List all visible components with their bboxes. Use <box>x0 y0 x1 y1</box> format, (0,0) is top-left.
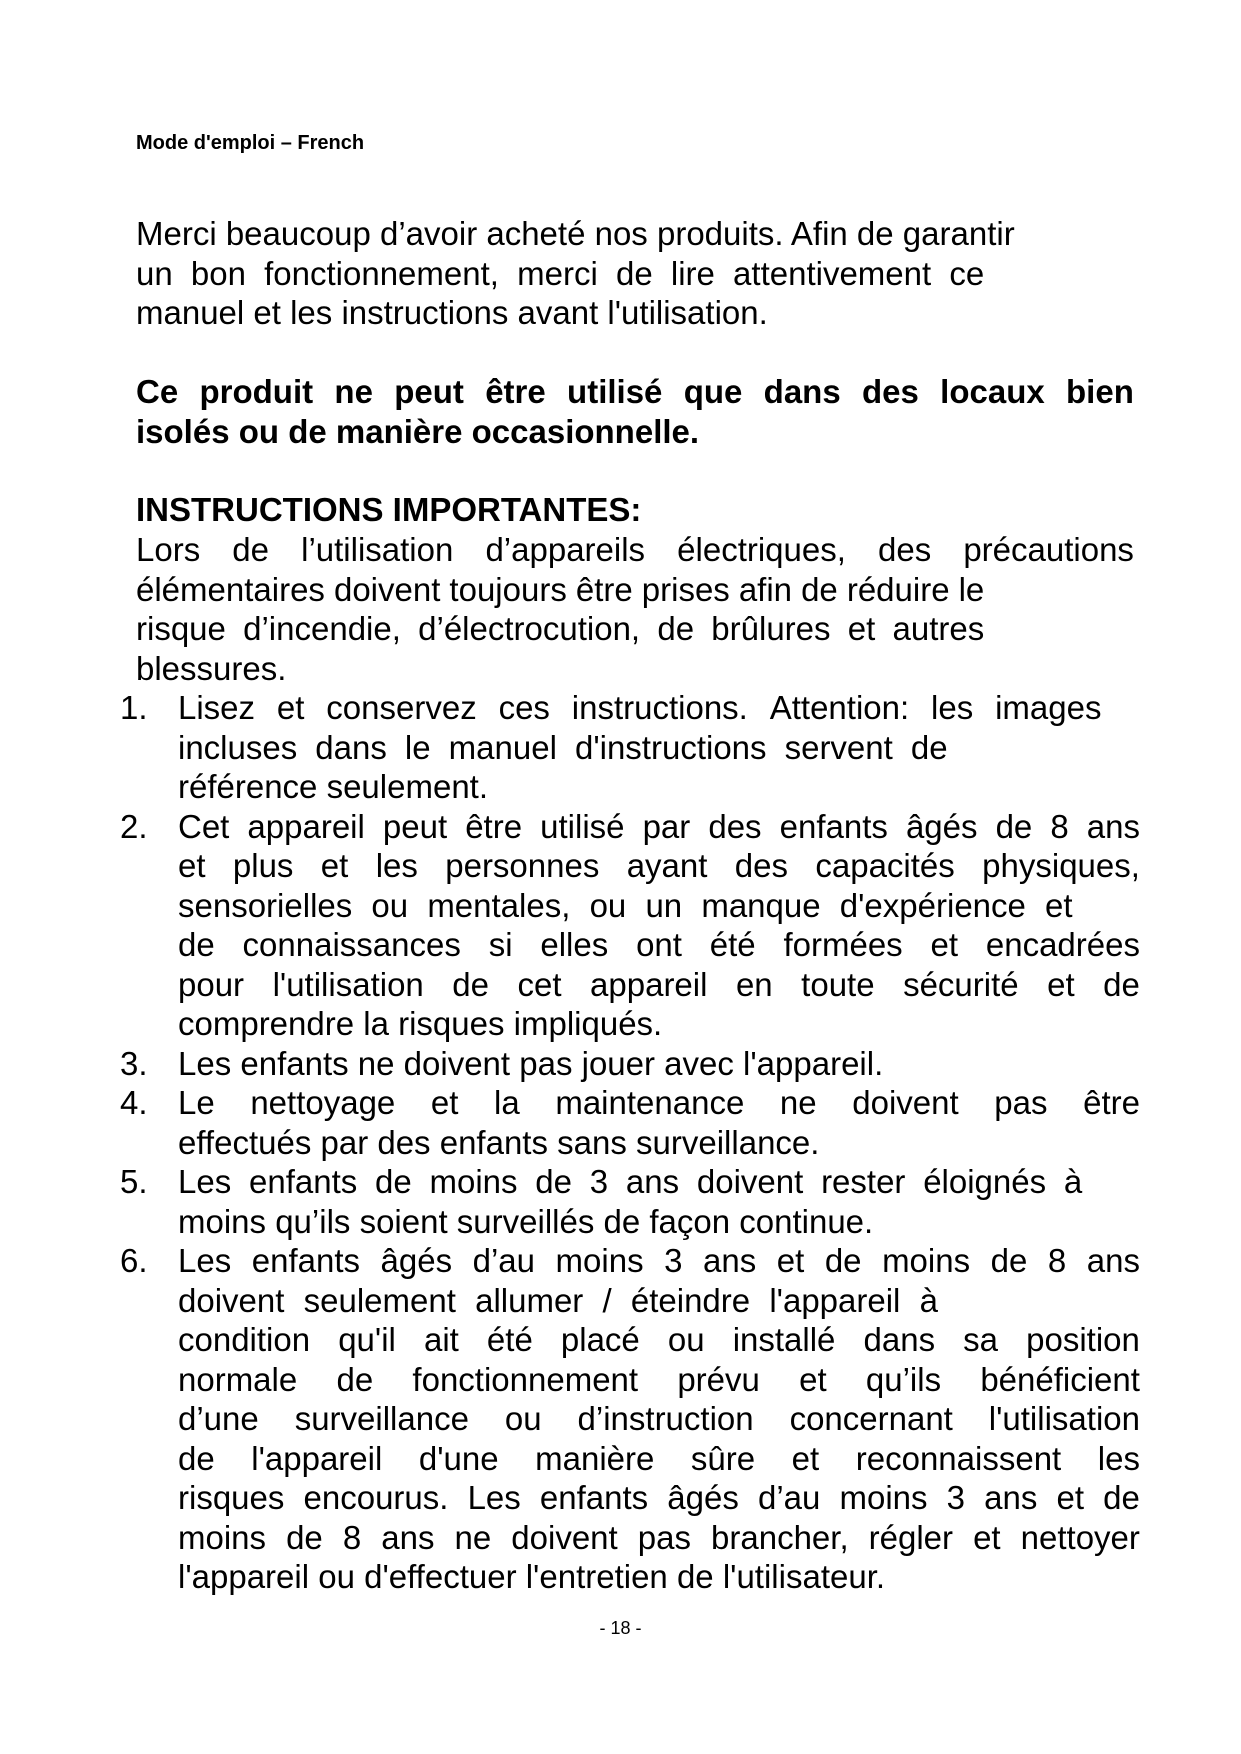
section-title: INSTRUCTIONS IMPORTANTES: <box>136 491 642 528</box>
warning-line: Ce produit ne peut être utilisé que dans des locaux bien <box>136 373 1134 410</box>
warning-line: isolés ou de manière occasionnelle. <box>136 412 700 450</box>
instruction-line: Les enfants ne doivent pas jouer avec l'appareil. <box>178 1044 884 1082</box>
instruction-line: condition qu'il ait été placé ou installé dans sa position <box>178 1321 1140 1358</box>
instruction-list <box>120 688 1140 1597</box>
instruction-item <box>120 1083 1140 1162</box>
intro-line-text: Merci beaucoup d’avoir acheté nos produits. Afin de garantir <box>136 215 1015 252</box>
instruction-number: 2. <box>120 807 148 845</box>
instruction-number: 4. <box>120 1084 148 1121</box>
intro-line <box>136 214 1134 254</box>
instruction-line: Les enfants de moins de 3 ans doivent rester éloignés à <box>178 1163 1083 1200</box>
instruction-number: 1. <box>120 689 148 726</box>
instruction-item <box>120 1044 1140 1084</box>
instruction-line: d’une surveillance ou d’instruction concernant l'utilisation <box>178 1400 1140 1437</box>
instruction-line: Les enfants âgés d’au moins 3 ans et de moins de 8 ans <box>178 1242 1140 1279</box>
intro-line: manuel et les instructions avant l'utilisation. <box>136 294 768 331</box>
instruction-number: 5. <box>120 1163 148 1200</box>
instruction-number: 3. <box>120 1044 148 1082</box>
lead-line: blessures. <box>136 649 287 687</box>
intro-line: un bon fonctionnement, merci de lire attentivement ce <box>136 254 985 292</box>
instruction-line: risques encourus. Les enfants âgés d’au moins 3 ans et de <box>178 1479 1140 1516</box>
instruction-line: moins de 8 ans ne doivent pas brancher, régler et nettoyer <box>178 1518 1140 1556</box>
instruction-line: moins qu’ils soient surveillés de façon continue. <box>178 1202 874 1240</box>
usage-warning <box>136 372 1134 451</box>
lead-line: risque d’incendie, d’électrocution, de brûlures et autres <box>136 610 985 647</box>
instruction-line: effectués par des enfants sans surveillance. <box>178 1123 820 1161</box>
instruction-line: pour l'utilisation de cet appareil en toute sécurité et de <box>178 965 1140 1003</box>
instruction-line: incluses dans le manuel d'instructions servent de <box>178 728 948 766</box>
instruction-line: Cet appareil peut être utilisé par des enfants âgés de 8 ans <box>178 807 1140 845</box>
instruction-line: sensorielles ou mentales, ou un manque d'expérience et <box>178 886 1073 924</box>
instruction-number: 6. <box>120 1242 148 1279</box>
instruction-line: de connaissances si elles ont été formées et encadrées <box>178 926 1140 963</box>
intro-paragraph <box>136 214 1134 333</box>
instruction-line: comprendre la risques impliqués. <box>178 1005 663 1042</box>
instruction-line: l'appareil ou d'effectuer l'entretien de l'utilisateur. <box>178 1558 886 1595</box>
lead-line: élémentaires doivent toujours être prises afin de réduire le <box>136 570 985 608</box>
instruction-item <box>120 688 1140 807</box>
lead-line: Lors de l’utilisation d’appareils électriques, des précautions <box>136 531 1134 568</box>
instruction-line: normale de fonctionnement prévu et qu’ils bénéficient <box>178 1360 1140 1398</box>
instruction-line: et plus et les personnes ayant des capacités physiques, <box>178 847 1140 884</box>
instruction-line: référence seulement. <box>178 768 489 805</box>
safety-lead-paragraph <box>136 530 1134 688</box>
instruction-line: doivent seulement allumer / éteindre l'appareil à <box>178 1281 938 1319</box>
page-number: - 18 - <box>599 1618 642 1638</box>
instruction-item <box>120 1162 1140 1241</box>
instruction-line: Lisez et conservez ces instructions. Attention: les images <box>178 689 1102 726</box>
instruction-item <box>120 807 1140 1044</box>
instruction-line: de l'appareil d'une manière sûre et reconnaissent les <box>178 1439 1140 1477</box>
page-header: Mode d'emploi – French <box>136 132 365 154</box>
instruction-item <box>120 1241 1140 1597</box>
instruction-line: Le nettoyage et la maintenance ne doivent pas être <box>178 1084 1140 1121</box>
